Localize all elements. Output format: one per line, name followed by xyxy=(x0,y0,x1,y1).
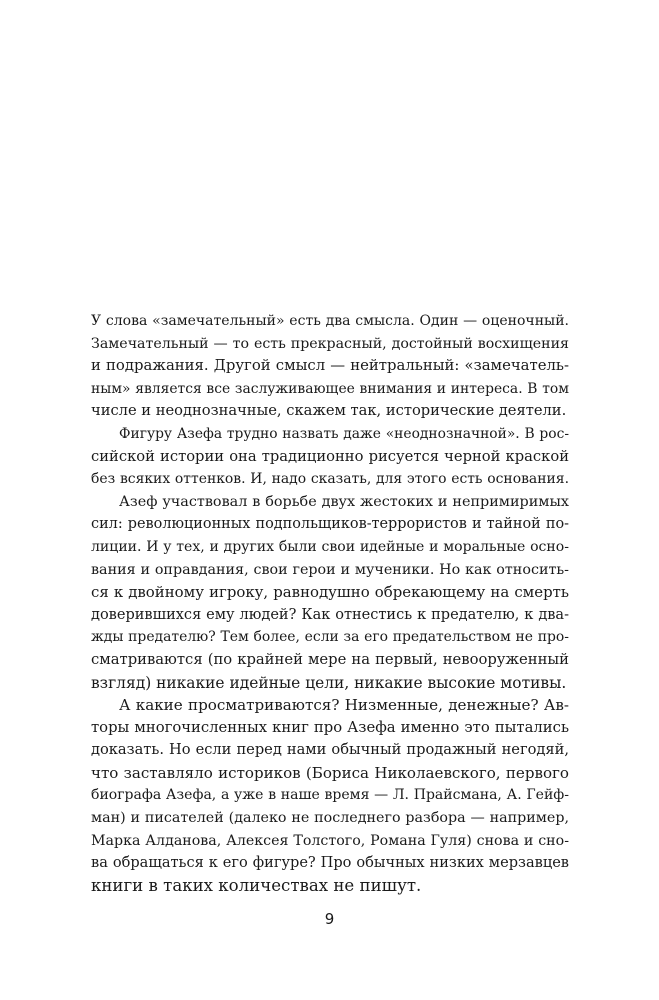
text-line: ся к двойному игроку, равнодушно обрекающему на смерть xyxy=(91,583,569,602)
text-line: сматриваются (по крайней мере на первый, невооруженный xyxy=(91,650,569,668)
text-line: А какие просматриваются? Низменные, денежные? Ав- xyxy=(119,696,569,715)
text-line: вания и оправдания, свои герои и мученики. Но как относить- xyxy=(91,561,569,578)
text-line: лиции. И у тех, и других были свои идейные и моральные осно- xyxy=(91,538,569,555)
text-line: что заставляло историков (Бориса Николаевского, первого xyxy=(91,763,569,782)
text-line: ва обращаться к его фигуре? Про обычных низких мерзавцев xyxy=(91,854,569,872)
text-line: сил: революционных подпольщиков-террористов и тайной по- xyxy=(91,516,569,533)
text-line: ным» является все заслуживающее внимания и интереса. В том xyxy=(91,380,569,397)
text-line: торы многочисленных книг про Азефа именно это пытались xyxy=(91,718,569,736)
text-line: без всяких оттенков. И, надо сказать, для этого есть основания. xyxy=(91,471,569,488)
text-line: и подражания. Другой смысл — нейтральный: «замечатель- xyxy=(91,357,569,375)
text-line: биографа Азефа, а уже в наше время — Л. Прайсмана, А. Гейф- xyxy=(91,787,569,804)
text-line: сийской истории она традиционно рисуется черной краской xyxy=(91,447,569,465)
text-line: книги в таких количествах не пишут. xyxy=(91,875,422,895)
text-line: Замечательный — то есть прекрасный, достойный восхищения xyxy=(91,335,569,352)
text-line: жды предателю? Тем более, если за его предательством не про- xyxy=(91,629,569,646)
text-line: Азеф участвовал в борьбе двух жестоких и непримиримых xyxy=(119,493,569,510)
text-line: доверившихся ему людей? Как отнестись к предателю, к два- xyxy=(91,606,569,623)
page-number: 9 xyxy=(324,910,335,928)
text-line: Марка Алданова, Алексея Толстого, Романа Гуля) снова и сно- xyxy=(91,832,569,849)
text-line: доказать. Но если перед нами обычный продажный негодяй, xyxy=(91,741,569,759)
text-line: взгляд) никакие идейные цели, никакие высокие мотивы. xyxy=(91,673,567,692)
text-line: ман) и писателей (далеко не последнего разбора — например, xyxy=(91,810,569,827)
text-line: числе и неоднозначные, скажем так, исторические деятели. xyxy=(91,402,567,420)
text-line: У слова «замечательный» есть два смысла. Один — оценочный. xyxy=(91,313,569,329)
text-line: Фигуру Азефа трудно назвать даже «неоднозначной». В рос- xyxy=(119,425,569,442)
body-text xyxy=(91,310,569,897)
